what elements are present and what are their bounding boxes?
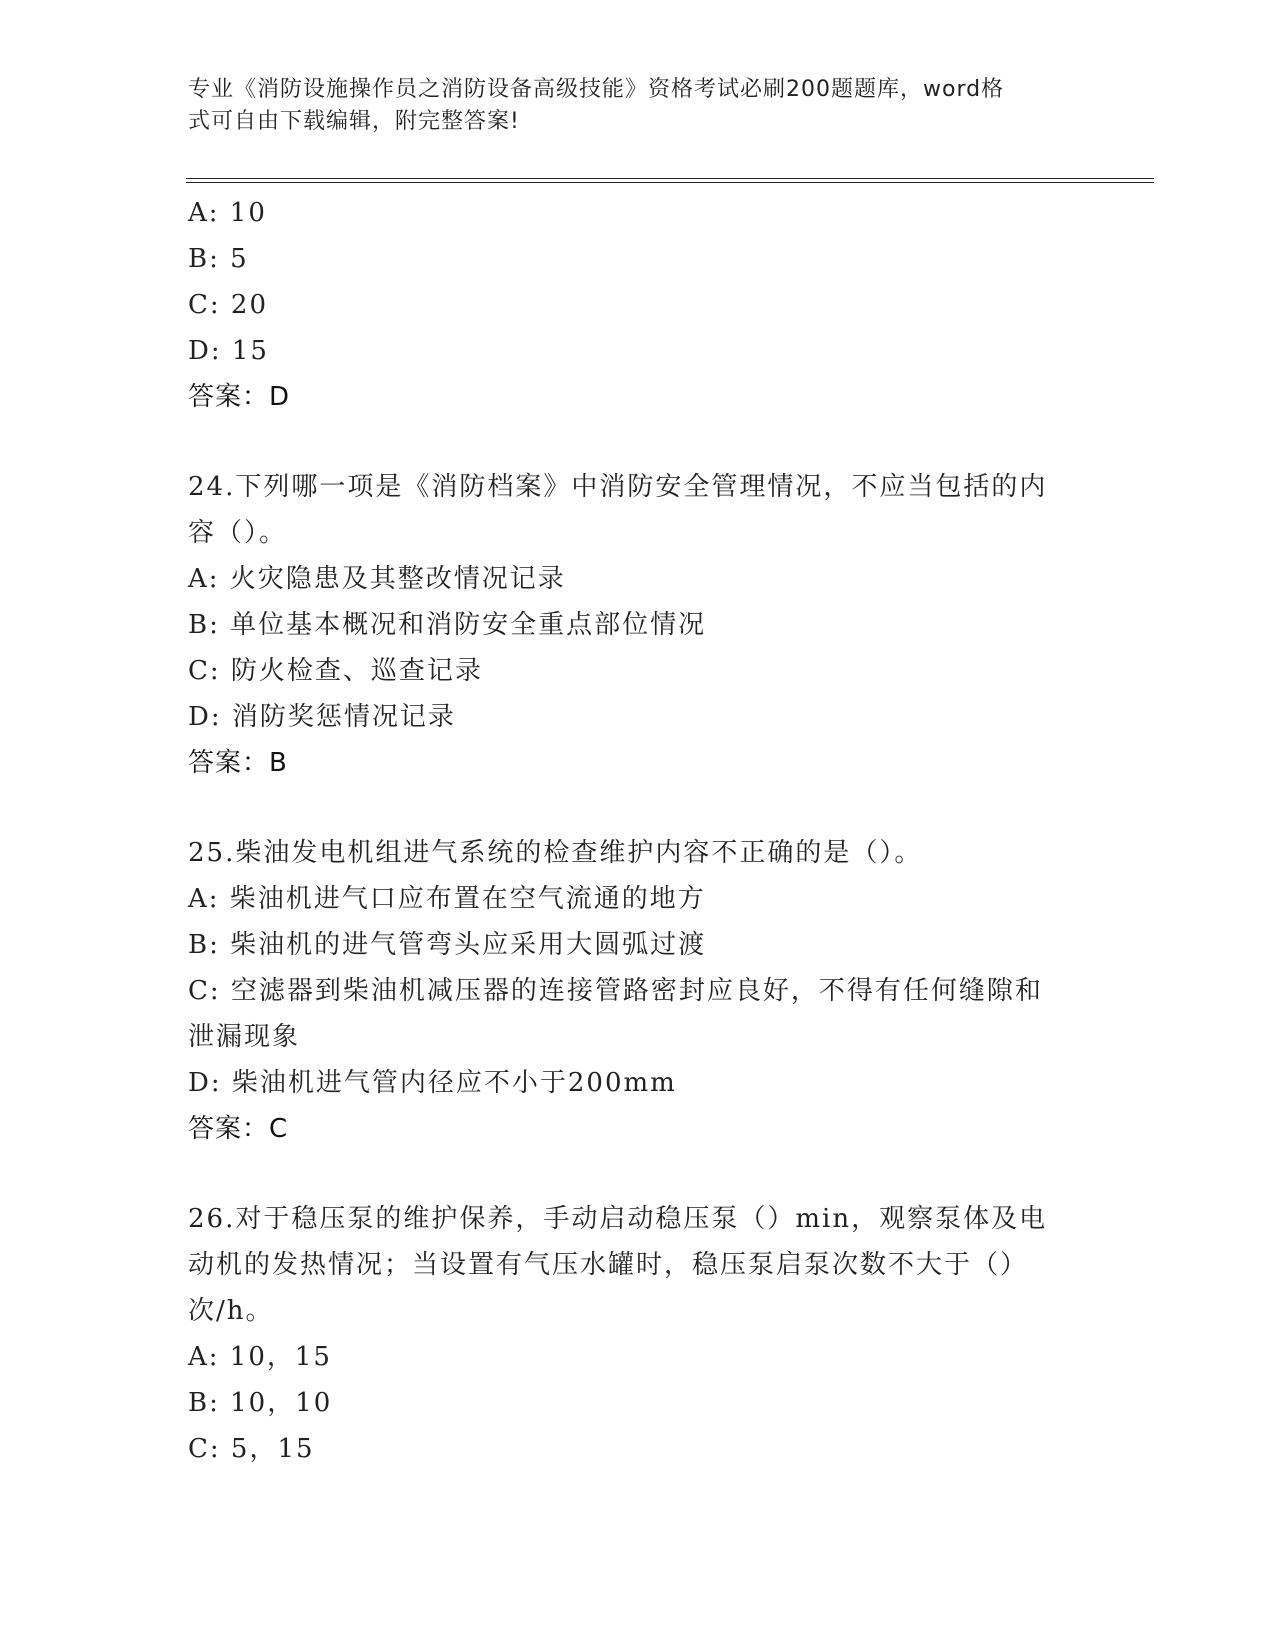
- option-d: D: 15: [188, 336, 269, 366]
- option-a: A: 柴油机进气口应布置在空气流通的地方: [188, 884, 706, 914]
- option-d: D: 柴油机进气管内径应不小于200mm: [188, 1068, 677, 1098]
- question-stem: 26.对于稳压泵的维护保养，手动启动稳压泵（）min，观察泵体及电: [188, 1204, 1048, 1234]
- option-b: B: 柴油机的进气管弯头应采用大圆弧过渡: [188, 930, 707, 960]
- answer-label: 答案：B: [188, 748, 288, 778]
- question-stem-continued: 动机的发热情况；当设置有气压水罐时，稳压泵启泵次数不大于（）: [188, 1250, 1029, 1280]
- question-23-tail: [188, 190, 1088, 420]
- spacer: [188, 786, 1088, 830]
- question-24: [188, 464, 1088, 786]
- option-c: C: 20: [188, 290, 269, 320]
- question-stem-continued: 容（）。: [188, 518, 288, 548]
- option-d: D: 消防奖惩情况记录: [188, 702, 456, 732]
- option-b: B: 5: [188, 244, 249, 274]
- answer-label: 答案：C: [188, 1114, 289, 1144]
- option-a: A: 10: [188, 198, 267, 228]
- document-header: [188, 74, 1068, 138]
- option-c-continued: 泄漏现象: [188, 1022, 301, 1052]
- option-c: C: 防火检查、巡查记录: [188, 656, 483, 686]
- answer-label: 答案：D: [188, 382, 291, 412]
- spacer: [188, 1152, 1088, 1196]
- question-stem: 24.下列哪一项是《消防档案》中消防安全管理情况，不应当包括的内: [188, 472, 1048, 502]
- option-c: C: 空滤器到柴油机减压器的连接管路密封应良好，不得有任何缝隙和: [188, 976, 1043, 1006]
- header-divider-top: [186, 178, 1154, 179]
- spacer: [188, 420, 1088, 464]
- question-stem-continued: 次/h。: [188, 1296, 274, 1326]
- option-b: B: 单位基本概况和消防安全重点部位情况: [188, 610, 707, 640]
- question-stem: 25.柴油发电机组进气系统的检查维护内容不正确的是（）。: [188, 838, 923, 868]
- option-a: A: 火灾隐患及其整改情况记录: [188, 564, 566, 594]
- header-line-1: 专业《消防设施操作员之消防设备高级技能》资格考试必刷200题题库，word格: [188, 77, 1005, 102]
- header-divider-bottom: [186, 182, 1154, 183]
- question-list: [188, 190, 1088, 1472]
- option-c: C: 5，15: [188, 1434, 315, 1464]
- question-26: [188, 1196, 1088, 1472]
- option-a: A: 10，15: [188, 1342, 332, 1372]
- option-b: B: 10，10: [188, 1388, 333, 1418]
- question-25: [188, 830, 1088, 1152]
- header-line-2: 式可自由下载编辑，附完整答案!: [188, 109, 520, 134]
